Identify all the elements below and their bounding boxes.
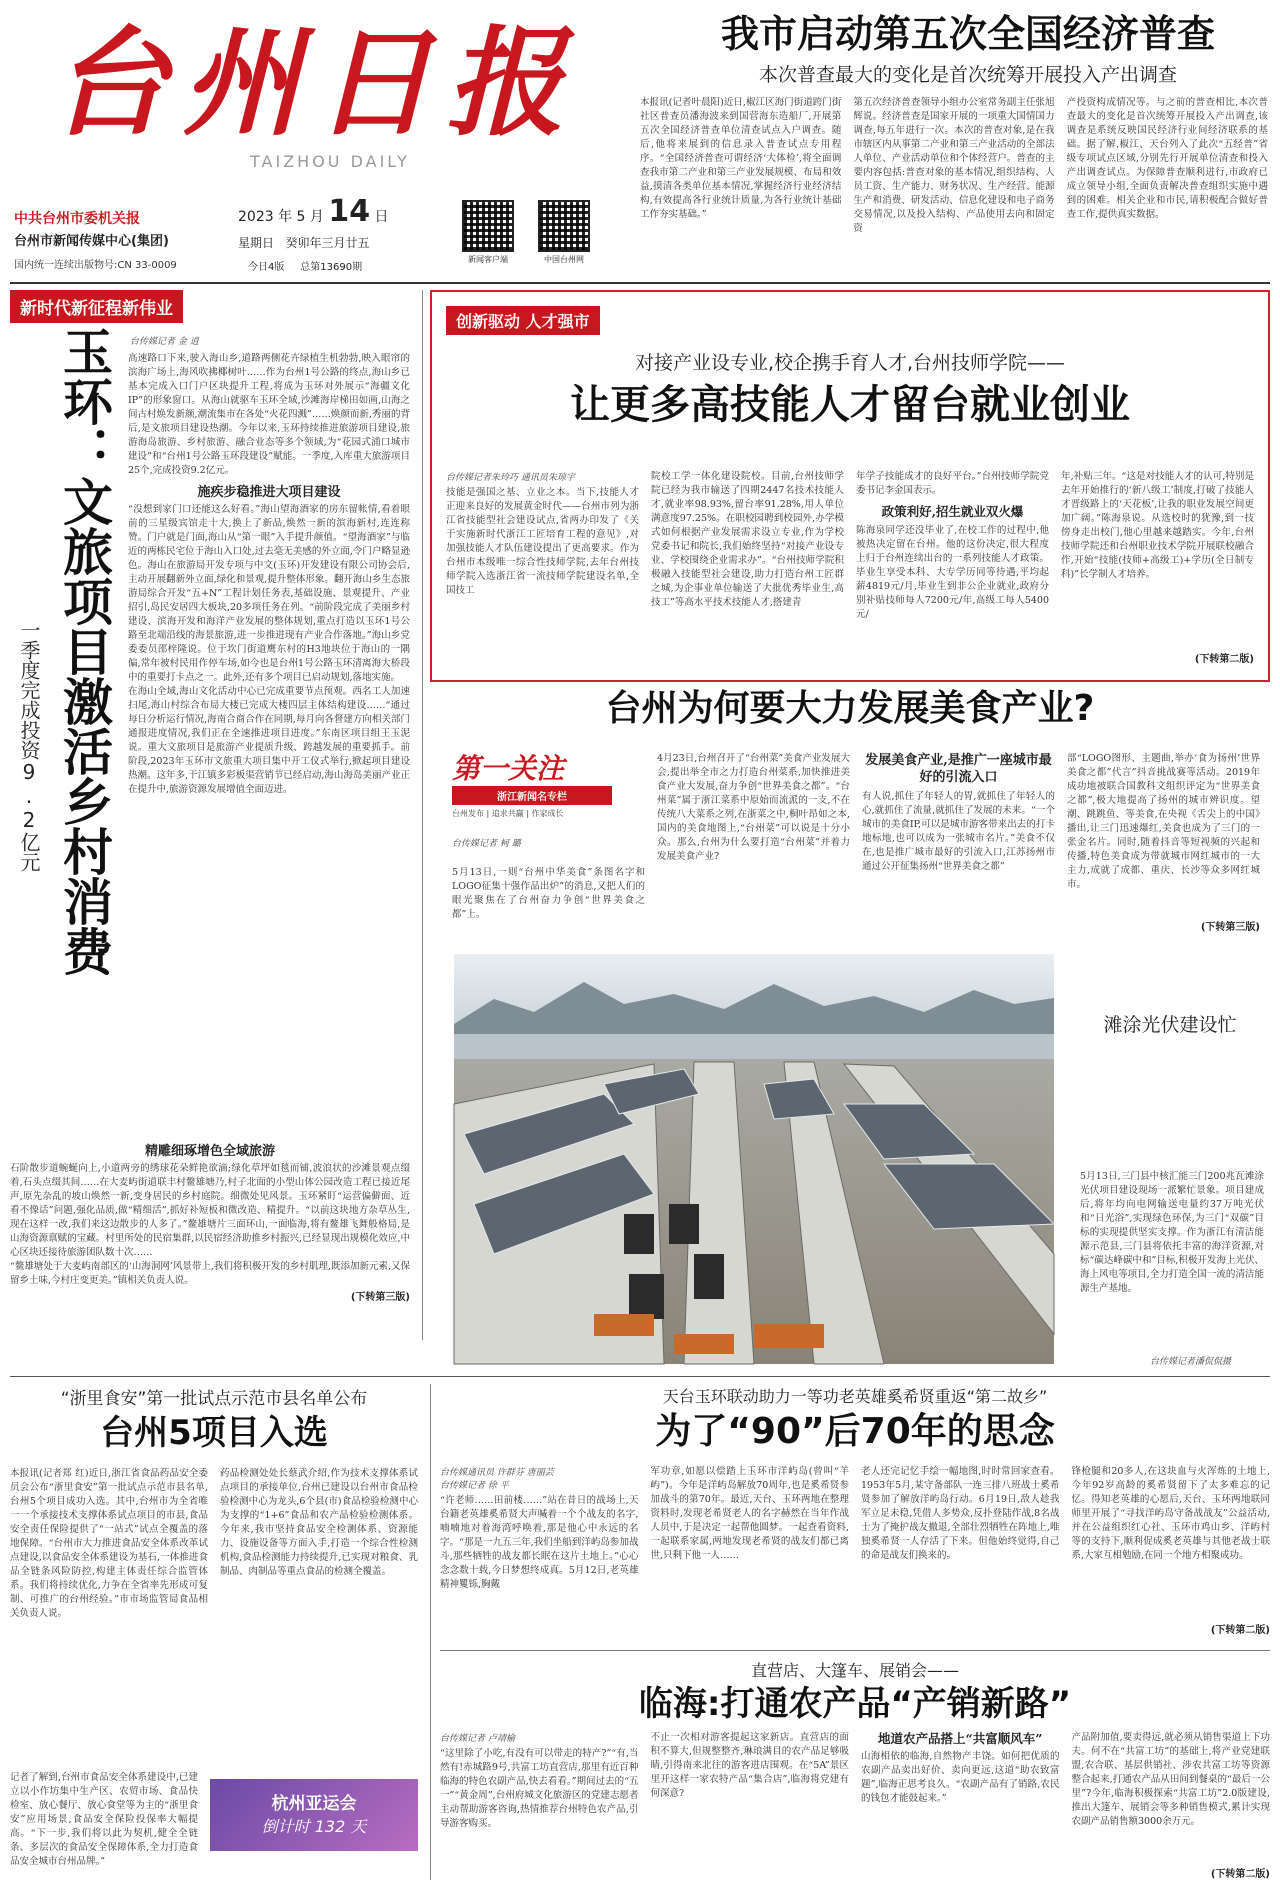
- publisher-label: 台州市新闻传媒中心(集团): [14, 234, 169, 249]
- left-subhead1: 施疾步稳推进大项目建设: [197, 485, 341, 500]
- feature-col3-wrap: [856, 470, 1049, 666]
- lead-subhead: 本次普查最大的变化是首次统筹开展投入产出调查: [758, 64, 1177, 86]
- qr-code-icon: [538, 200, 590, 252]
- cn-number: 国内统一连续出版物号:CN 33-0009: [14, 260, 177, 271]
- agri-col4-wrap: [1072, 1731, 1271, 1881]
- photo-title: 滩涂光伏建设忙: [1103, 1014, 1237, 1036]
- hero-kicker: 天台玉环联动助力一等功老英雄奚希贤重返“第二故乡”: [662, 1387, 1048, 1406]
- food-safety-kicker: “浙里食安”第一批试点示范市县名单公布: [60, 1389, 368, 1409]
- hero-col4: 锋枪腿和20多人,在这块血与火浑炼的土地上,今年92岁高龄的奚希贤留下了太多难忘的记忆。得知老英雄的心愿后,天台、玉环两地联同师里开展了“寻找洋屿岛守备战战友”公益活动,并在公益组织红心社、玉环市鸡山乡、洋屿村等的支持下,顺利促成奚老英雄与其他老战士联系,大家互相勉励,在同一个地方相聚成功。: [1071, 1466, 1270, 1561]
- food-safety-body: [10, 1467, 418, 1767]
- mid-divider: [10, 1376, 1270, 1377]
- hero-byline1: 台传媒通讯员 许群芬 唐丽芸: [440, 1468, 554, 1478]
- newspaper-title: 台州日报: [50, 13, 579, 152]
- agri-col1: “这里除了小吃,有没有可以带走的特产?”“有,当然有!赤城路9号,共富工坊直营店,那里有近百种临海的特色农副产品,快去看看。”期间过去的“五一”“黄金周”,台州府城文化旅游区的党建志愿者主动帮助游客咨询,热情推荐台州特色农产品,引导游客购买。: [440, 1748, 639, 1829]
- lead-text-col3: 产投资构成情况等。与之前的普查相比,本次普查最大的变化是首次统筹开展投入产出调查,该调查是系统反映国民经济行业间经济联系的基础。据了解,椒江、天台列入了此次“五经普”省级专项试点区域,分别先行开展单位清查和投入产出调查试点。为保障普查顺利进行,市政府已成立领导小组,全面负责解决普查组织实施中遇到的困难。相关企业和市民,请积极配合做好普查工作,提供真实数据。: [1066, 97, 1268, 220]
- food-column-tags: 台州发布 | 追求共赢 | 作家成长: [452, 809, 564, 818]
- feature-box: [430, 290, 1270, 682]
- agri-col3-subhead: 地道农产品搭上“共富顺风车”: [878, 1731, 1043, 1746]
- hero-story: [440, 1384, 1270, 1644]
- food-col1: 5月13日,一则“台州中华美食”条图名字和LOGO征集十强作品出炉”的消息,又把人们的眼光聚焦在了台州奋力争创“世界美食之都”上。: [452, 867, 645, 920]
- food-col3: 有人说,抓住了年轻人的胃,就抓住了年轻人的心,就抓住了流量,就抓住了发展的未来。“一个城市的美食IP,可以是城市游客带来出去的打卡地标地,也可以成为一张城市名片。”美食不仅在,也是推广城市最好的引流入口,江苏扬州市通过公开征集扬州“世界美食之都”: [862, 791, 1055, 872]
- qr-client-label: 新闻客户端: [468, 255, 508, 264]
- food-column-sub: 浙江新闻名专栏: [452, 786, 612, 805]
- issue-date: [238, 194, 389, 229]
- weekday: 星期日: [238, 236, 275, 250]
- left-subhead-vertical: 一季度完成投资9.2亿元: [17, 620, 41, 872]
- agri-col2: 不止一次相对游客提起这家新店。直营店的面积不算大,但规整整齐,琳琅满目的农产品足够吸睛,引得南来北往的游客进店围观。在“5A”景区里开这样一家农特产品“集合店”,临海将党建有何深意?: [650, 1732, 849, 1799]
- masthead-logo: [50, 13, 610, 171]
- newspaper-latin-title: TAIZHOU DAILY: [250, 152, 410, 171]
- photo-caption: 5月13日,三门县中核汇能三门200兆瓦滩涂光伏项目建设现场一派繁忙景象。项目建成后,将年均向电网输送电量约37万吨光伏和“日光浴”,实现绿色环保,为三门“双碳”目标的实现提供坚实支撑。作为浙江有清洁能源示范县,三门县将依托丰富的海洋资源,对标“碳达峰碳中和”目标,积极开发海上光伏、海上风电等项目,全力打造全国一流的清洁能源生产基地。: [1080, 1171, 1264, 1294]
- food-safety-col1: 本报讯(记者郑 红)近日,浙江省食品药品安全委员会公布“浙里食安”第一批试点示范市县名单,台州5个项目成功入选。其中,台州市为全省唯一一个承接技术支撑体系试点项目的市县,食品安全责任保险提供了“一站式”试点全覆盖的落地保障。“台州市大力推进食品安全体系改革试点建设,以食品安全体系建设为基石,一体推进食品全链条风险防控,构建主体责任综合监管体系。我们将持续优化,力争在全省率先形成可复制、可推广的台州经验。”市市场监管局食品相关负责人说。: [10, 1468, 208, 1619]
- asian-games-banner[interactable]: [210, 1779, 418, 1851]
- agri-continue[interactable]: (下转第二版): [1210, 1869, 1270, 1880]
- food-col4: 部“LOGO图形、主题曲,举办‘食为扬州’世界美食之都”代言”抖音挑战赛等活动。2019年成功地被联合国教科文组织评定为“世界美食之都”,极大地提高了扬州的城市辨识度。望潮、跳跳鱼、等美食,在央视《舌尖上的中国》播出,让三门迅速爆红,美食也成为了三门的一张金名片。同时,随着抖音等短视频的兴起和传播,特色美食成为带就城市网红城市的一大主力,成就了成都、重庆、长沙等众多网红城市。: [1067, 753, 1260, 890]
- food-safety-headline[interactable]: 台州5项目入选: [100, 1413, 328, 1453]
- lead-body: [640, 96, 1268, 276]
- agri-col3-wrap: [861, 1731, 1060, 1881]
- banner-title: 杭州亚运会: [271, 1794, 357, 1814]
- feature-col4: 年,补贴三年。“这是对技能人才的认可,特别是去年开始推行的‘新八级工’制度,打破了技能人才晋级路上的‘天花板’,让我的职业发展空间更加广阔。”陈海泉说。从选校时的犹豫,到一技傍身走出校门,他心里越来越踏实。今年,台州技师学院还和台州职业技术学院开展联校融合作,开始“技能(技师+高级工)+学历(全日制专科)”长学制人才培养。: [1061, 471, 1254, 580]
- agri-col3: 山海相依的临海,自然物产丰饶。如何把优质的农副产品卖出好价、卖向更远,这道“助农致富题”,临海正思考良久。“农副产品有了销路,农民的钱包才能鼓起来。”: [861, 1751, 1060, 1804]
- weekday-lunar: [238, 234, 369, 251]
- food-safety-story: [10, 1384, 418, 1880]
- left-byline: 台传媒记者 金 逍: [130, 337, 199, 347]
- organ-label: 中共台州市委机关报: [14, 211, 140, 227]
- masthead: [0, 0, 1280, 280]
- feature-col3: 年学子技能成才的良好平台。”台州技师学院党委书记李金国表示。: [856, 471, 1049, 496]
- agri-col4: 产品附加值,要卖得远,就必须从销售渠道上下功夫。何不在“共富工坊”的基础上,将产业党建联盟,农合联、基层供销社、涉农共富工坊等资源整合起来,打通农产品从田间到餐桌的“最后一公里”?今年,临海积极探索“共富工坊”2.0版建设,推出大篷车、展销会等多种销售模式,累计实现农副产品销售额3000余万元。: [1071, 1732, 1270, 1827]
- qr-web-label: 中国台州网: [544, 255, 584, 264]
- date-suffix: 日: [374, 209, 389, 225]
- feature-byline: 台传媒记者朱玲巧 通讯员朱琼宇: [446, 473, 575, 483]
- hero-col3: 老人还完记忆手绘一幅地图,时时常回家查看。1953年5月,某守备部队一连三排八班战士奚希贤参加了解放洋屿岛行动。6月19日,敌人趁我军立足未稳,凭借人多势众,反扑登陆作战,8名战士为了掩护战友撤退,全部壮烈牺牲在阵地上,唯独奚希贤一人存活了下来。但他始终觉得,自己的命是战友们换来的。: [861, 1466, 1060, 1561]
- food-col4-wrap: [1067, 752, 1260, 934]
- page-count: 今日4版: [248, 262, 285, 273]
- page-issue-info: [248, 258, 362, 273]
- feature-continue[interactable]: (下转第二版): [1194, 654, 1254, 665]
- hero-col1: “许老师……田前楼……”站在昔日的战场上,天台籍老英雄奚希贤大声喊着一个个战友的名字,喃喃地对着海湾呼唤着,那是他心中永远的名字。“那是一九五三年,我们坐船到洋屿岛参加战斗,那些牺牲的战友都长眠在这片土地上。”心心念念数十载,今日梦想终成真。5月12日,老英雄精神矍铄,胸戴: [440, 1495, 639, 1590]
- food-safety-lower: [10, 1771, 418, 1867]
- left-continue[interactable]: (下转第三版): [350, 1292, 410, 1303]
- food-col1-wrap: [452, 752, 645, 934]
- hero-body: [440, 1465, 1270, 1637]
- food-col2: 4月23日,台州召开了“台州菜”美食产业发展大会,提出举全市之力打造台州菜系,加快推进美食产业大发展,奋力争创“世界美食之都”。“台州菜”属于浙江菜系中原始而流派的一支,不在传统八大菜系之列,在浙菜之中,桐叶昂如之本,国内的美食地图上,“台州菜”可以说是十分小众。那么,台州为什么要打造“台州菜”并着力发展美食产业?: [657, 753, 850, 862]
- lower-left-divider: [430, 1384, 431, 1880]
- feature-col1-wrap: [446, 470, 639, 666]
- date-prefix: 2023 年 5 月: [238, 209, 324, 225]
- agri-kicker: 直营店、大篷车、展销会——: [750, 1661, 959, 1680]
- food-body: [452, 752, 1260, 934]
- feature-col1: 技能是强国之基、立业之本。当下,技能人才正迎来良好的发展黄金时代——台州市列为浙江省技能型社会建设试点,省两办印发了《关于实施新时代浙江工匠培育工程的意见》,对加强技能人才队伍建设提出了更高要求。作为台州市本级唯一综合性技师学院,去年台州技师学院入选浙江省一流技师学院建设名单,全国技工: [446, 487, 639, 596]
- hero-col4-wrap: [1072, 1465, 1271, 1637]
- food-column-title: 第一关注: [452, 752, 565, 785]
- banner-countdown: 倒计时 132 天: [261, 1817, 367, 1836]
- food-safety-col2: 药品检测处处长蔡武介绍,作为技术支撑体系试点项目的承接单位,台州已建设以台州市食品检验检测中心为龙头,6个县(市)食品检验检测中心为支撑的“1+6”食品和农产品检验检测体系。今年来,我市坚持食品安全检测体系、资源能力、设施设备等方面入手,打造一个综合性检测机构,食品检测能力持续提升,已实现对粮食、乳制品、肉制品等重点食品的检测全覆盖。: [220, 1468, 418, 1577]
- date-day: 14: [328, 194, 371, 229]
- agri-col1-wrap: [440, 1731, 639, 1881]
- left-para5: “鳌雄塘处于大麦屿南部区的‘山海洞网’风景带上,我们将积极开发的乡村肌理,既添加新元素,又保留乡土味,今村庄变更美。”镇相关负责人说。: [10, 1261, 410, 1286]
- lead-headline[interactable]: 我市启动第五次全国经济普查: [720, 12, 1215, 56]
- food-continue[interactable]: (下转第三版): [1200, 922, 1260, 933]
- hero-continue[interactable]: (下转第二版): [1210, 1625, 1270, 1636]
- left-subhead2: 精雕细琢增色全域旅游: [144, 1144, 275, 1159]
- food-headline[interactable]: 台州为何要大力发展美食产业?: [605, 688, 1095, 729]
- lead-text-col2: 第五次经济普查领导小组办公室常务副主任张旭辉说。经济普查是国家开展的一项重大国情国力调查,每五年进行一次。本次的普查对象,是在我市辖区内从事第二产业和第三产业活动的全部法人单位、产业活动单位和个体经营户。普查的主要内容包括:普查对象的基本情况,组织结构、人员工资、生产能力、财务状况、生产经营、能源生产和消费、研发活动、信息化建设和电子商务交易情况,以及投入结构、产品使用去向和固定资: [853, 97, 1055, 234]
- left-column-divider: [422, 290, 423, 1340]
- hero-headline[interactable]: 为了“90”后70年的思念: [655, 1411, 1055, 1452]
- hero-divider: [440, 1650, 1270, 1651]
- feature-subhead: 对接产业设专业,校企携手育人才,台州技师学院——: [634, 352, 1066, 374]
- food-col3-wrap: [862, 752, 1055, 934]
- food-safety-col3: 记者了解到,台州市食品安全体系建设中,已建立以小作坊集中生产区、农贸市场、食品快检室、放心餐厅、放心食堂等为主的“浙里食安”应用场景,食品安全保险投保率大幅提高。“下一步,我们将以此为契机,健全全链条、多层次的食品安全保障体系,全力打造食品安全城市台州品牌。”: [10, 1772, 198, 1867]
- lunar-date: 癸卯年三月廿五: [285, 236, 370, 250]
- feature-section-label: 创新驱动 人才强市: [446, 306, 600, 335]
- feature-body: [446, 470, 1254, 666]
- agri-body: [440, 1731, 1270, 1881]
- left-section-label: 新时代新征程新伟业: [10, 290, 183, 323]
- feature-col3-subhead: 政策利好,招生就业双火爆: [881, 504, 1024, 519]
- hero-col1-wrap: [440, 1465, 639, 1637]
- agri-byline: 台传媒记者 卢靖榆: [440, 1734, 515, 1744]
- lead-text-col1: 本报讯(记者叶晨阳)近日,椒江区海门街道跨门街社区普查员潘海波来到国营海东造船厂,开展第五次全国经济普查单位清查试点入户调查。随后,他将来展到的信息录入普查试点专用程序。“全国经济普查可谓经济‘大体检’,将全面调查我市第二产业和第三产业发展规模、布局和效益,摸清各类单位基本情况,掌握经济行业经济结构,有效提高各行业统计质量,为各行业统计基础工作夯实基础。”: [640, 97, 842, 220]
- solar-photo[interactable]: [454, 954, 1054, 1364]
- qr-code-web[interactable]: [538, 200, 590, 265]
- agri-headline[interactable]: 临海:打通农产品“产销新路”: [638, 1684, 1072, 1724]
- feature-col4-wrap: [1061, 470, 1254, 666]
- issue-number: 总第13690期: [300, 262, 363, 273]
- left-para1: 高速路口下来,驶入海山乡,道路两侧花卉绿植生机勃勃,映入眼帘的滨海广场上,海风吹拂椰树叶……作为台州1号公路的终点,海山乡已基本完成入口门户区块提升工程,将成为玉环对外展示“海疆文化IP”的形象窗口。从海山就驱车玉环全域,沙滩海岸梯田如画,山海之间古村焕发新颜,潮流集市在各处“火花四溅”……焕颜而新,秀丽的背后,是文旅项目建设热潮。今年以来,玉环持续推进旅游项目建设,旅游海岛旅游、乡村旅游、融合业态等多个领域,为“花园式浦口城市建设”和“台州1号公路玉环段建设”赋能。一季度,入库重大旅游项目25个,完成投资9.2亿元。: [128, 353, 410, 476]
- solar-photo-illustration: [454, 954, 1054, 1364]
- left-para4: 石阶散步道蜿蜒向上,小道两旁的绣球花朵鲜艳欲滴;绿化草坪如毯而铺,波浪状的沙滩景观点缀着,石头点缀其间……在大麦屿街道联丰村鳌雄塘乃,村子北面的小型山体公园改造工程已接近尾声,原先杂乱的坡山焕然一新,变身居民的乡村庭院。细微处见风景。玉环紧盯“运营偏僻面、近看不像话”问题,强化品质,做“精细活”,抓好补短板和微改造、精提升。“以前这块地方杂草丛生,现在这样一改,我们来这边散步的人多了。”鳌雄塘片三面环山,一面临海,将有鳌雄飞舞般格局,是山海资源禀赋的宝藏。村里所处的民宿集群,以民宿经济助推乡村振兴,已经显现出规模化效应,中心区块还接待旅游团队数十次……: [10, 1163, 410, 1258]
- qr-code-icon: [462, 200, 514, 252]
- left-para3: 在海山全域,海山文化活动中心已完成重要节点预观。西名工人加速扫尾,海山村综合布局大楼已完成大楼四层主体结构建设……“通过每日分析运行情况,海南合商合作在同期,每月向各督建方向相关部门通报进度情况,我们正在全速推进项目进度。”东南区项目组王玉泥说。重大文旅项目是旅游产业提质升级、跨越发展的重要抓手。前阶段,2023年玉环市文旅重大项目集中开工仪式举行,掀起项目建设热潮。这年多,干江镇多彩板渠营销节已经启动,海山海岛美丽产业正在提升中,旅游资源发展增值全面迈进。: [128, 686, 410, 795]
- food-byline: 台传媒记者 柯 璐: [452, 839, 521, 849]
- photo-credit: 台传媒记者潘侃侃摄: [1150, 1357, 1232, 1367]
- left-para2: “没想到家门口还能这么好看。”海山望海酒家的房东留帐情,看着眼前的三星级宾馆走十大,换上了新品,焕然一新的滨海新村,连连称赞。门户就是门面,海山从“第一眼”入手提升颜值。“望海酒家”与临近的两栋民宅位于海山入口处,过去毫无美感的外立面,令门户略显逊色。海山在旅游局开发专项与中文(玉环)开发建设有限公司协会后,主动开展翻新外立面,绿化和景观,提升整体形象。翻开海山乡生态旅游局综合开发“五+N”工程计划任务表,基础设施、景观提升、产业招引,岛民安居四大板块,20多项任务在列。“前阶段完成了美丽乡村建设、滨海开发和海洋产业发展的整体规划,重点打造以玉环1号公路至北端沿线的海景旅游,进一步推进现有产业合作落地。”海山乡党委委员邵梓隆说。位于坎门街道鹰东村的H3地块位于海山的一隅偏,常年被村民用作停车场,如今也是台州1号公路玉环清离海大桥段中的重要打卡点之一。此外,还有多个项目已启动规划,落地实施。: [128, 504, 410, 683]
- feature-col2: 院校工学一体化建设院校。目前,台州技师学院已经为我市输送了四期2447名技术技能人才,就业率98.93%,留台率91.28%,用人单位满意度97.25%。在职校园聘到校园外,办学模式如何根据产业发展需求设立专业,作为学校党委书记和院长,我们始终坚持“对接产业设专业、学校围绕企业需求办”。“台州技师学院积极融入技能型社会建设,助力打造台州工匠群之城,为企事业单位输送了大批优秀毕业生,高技工”等高水平技术技能人才,搭建青: [651, 471, 844, 608]
- agri-story: [440, 1658, 1270, 1880]
- qr-code-client[interactable]: [462, 200, 514, 265]
- feature-headline[interactable]: 让更多高技能人才留台就业创业: [570, 382, 1130, 428]
- hero-col2: 军功章,如愿以偿踏上玉环市洋屿岛(曾叫“羊屿”)。今年是洋屿岛解放70周年,也是奚希贤参加战斗的第70年。最近,天台、玉环两地在整理资料时,发现老希贤老人的名字赫然在当年作战人员中,于是决定一起帮他圆梦。一起查看资料,一起联系家属,两地发现老希贤的战友们都已离世,只剩下他一人……: [650, 1466, 849, 1561]
- left-headline-vertical[interactable]: 玉环：文旅项目激活乡村消费: [55, 326, 113, 976]
- food-col3-subhead: 发展美食产业,是推广一座城市最好的引流入口: [865, 753, 1052, 785]
- feature-col3b: 陈海泉同学还没毕业了,在校工作的过程中,他被热决定留在台州。他的这份决定,很大程度上归于台州连续出台的一系列技能人才政策。毕业生享受本科、大专学历同等待遇,平均起薪4819元/月,毕业生到非公企业就业,政府分别补贴技师每人7200元/年,高级工每人5400元/: [856, 525, 1049, 620]
- masthead-divider: [10, 282, 1270, 284]
- hero-byline2: 台传媒记者 徐 平: [440, 1481, 509, 1491]
- left-story-lower: [10, 1140, 410, 1330]
